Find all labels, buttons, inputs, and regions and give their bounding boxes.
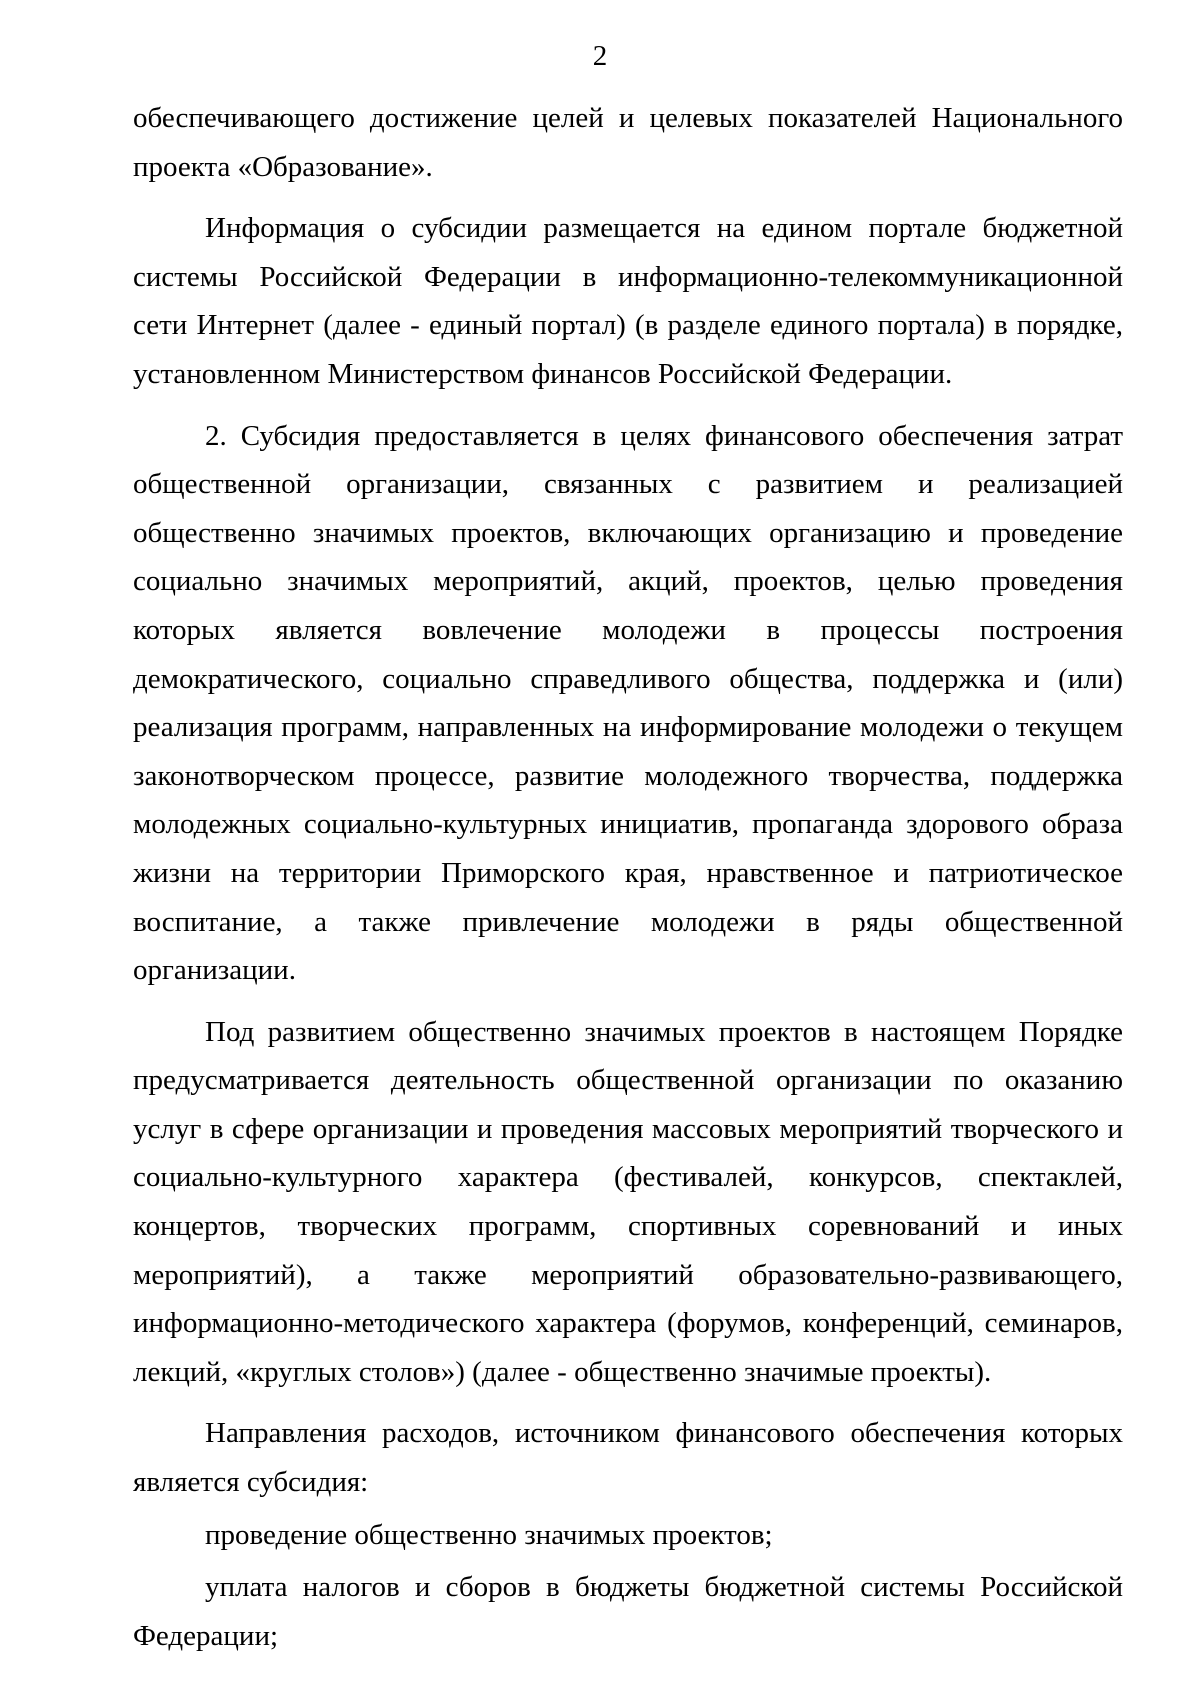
- document-body: [133, 94, 1123, 1660]
- paragraph-project-definition: Под развитием общественно значимых проектов в настоящем Порядке предусматривается деятельность общественной организации по оказанию услуг в сфере организации и проведения массовых мероприятий творческого и социально-культурного характера (фестивалей, конкурсов, спектаклей, концертов, творческих программ, спортивных соревнований и иных мероприятий), а также мероприятий образовательно-развивающего, информационно-методического характера (форумов, конференций, семинаров, лекций, «круглых столов») (далее - общественно значимые проекты).: [133, 1015, 1123, 1388]
- paragraph-continuation: обеспечивающего достижение целей и целевых показателей Национального проекта «Образование».: [133, 102, 1123, 183]
- list-item-taxes: уплата налогов и сборов в бюджеты бюджетной системы Российской Федерации;: [133, 1571, 1123, 1652]
- paragraph-expense-directions: Направления расходов, источником финансового обеспечения которых является субсидия:: [133, 1417, 1123, 1499]
- paragraph-portal-info: Информация о субсидии размещается на едином портале бюджетной системы Российской Федерации в информационно-телекоммуникационной сети Интернет (далее - единый портал) (в разделе единого портала) в порядке, установленном Министерством финансов Российской Федерации.: [133, 212, 1123, 390]
- list-item-projects: проведение общественно значимых проектов;: [205, 1518, 773, 1551]
- paragraph-subsidy-purpose: 2. Субсидия предоставляется в целях финансового обеспечения затрат общественной организации, связанных с развитием и реализацией общественно значимых проектов, включающих организацию и проведение социально значимых мероприятий, акций, проектов, целью проведения которых является вовлечение молодежи в процессы построения демократического, социально справедливого общества, поддержка и (или) реализация программ, направленных на информирование молодежи о текущем законотворческом процессе, развитие молодежного творчества, поддержка молодежных социально-культурных инициатив, пропаганда здорового образа жизни на территории Приморского края, нравственное и патриотическое воспитание, а также привлечение молодежи в ряды общественной организации.: [133, 419, 1123, 987]
- page-number: 2: [592, 40, 608, 72]
